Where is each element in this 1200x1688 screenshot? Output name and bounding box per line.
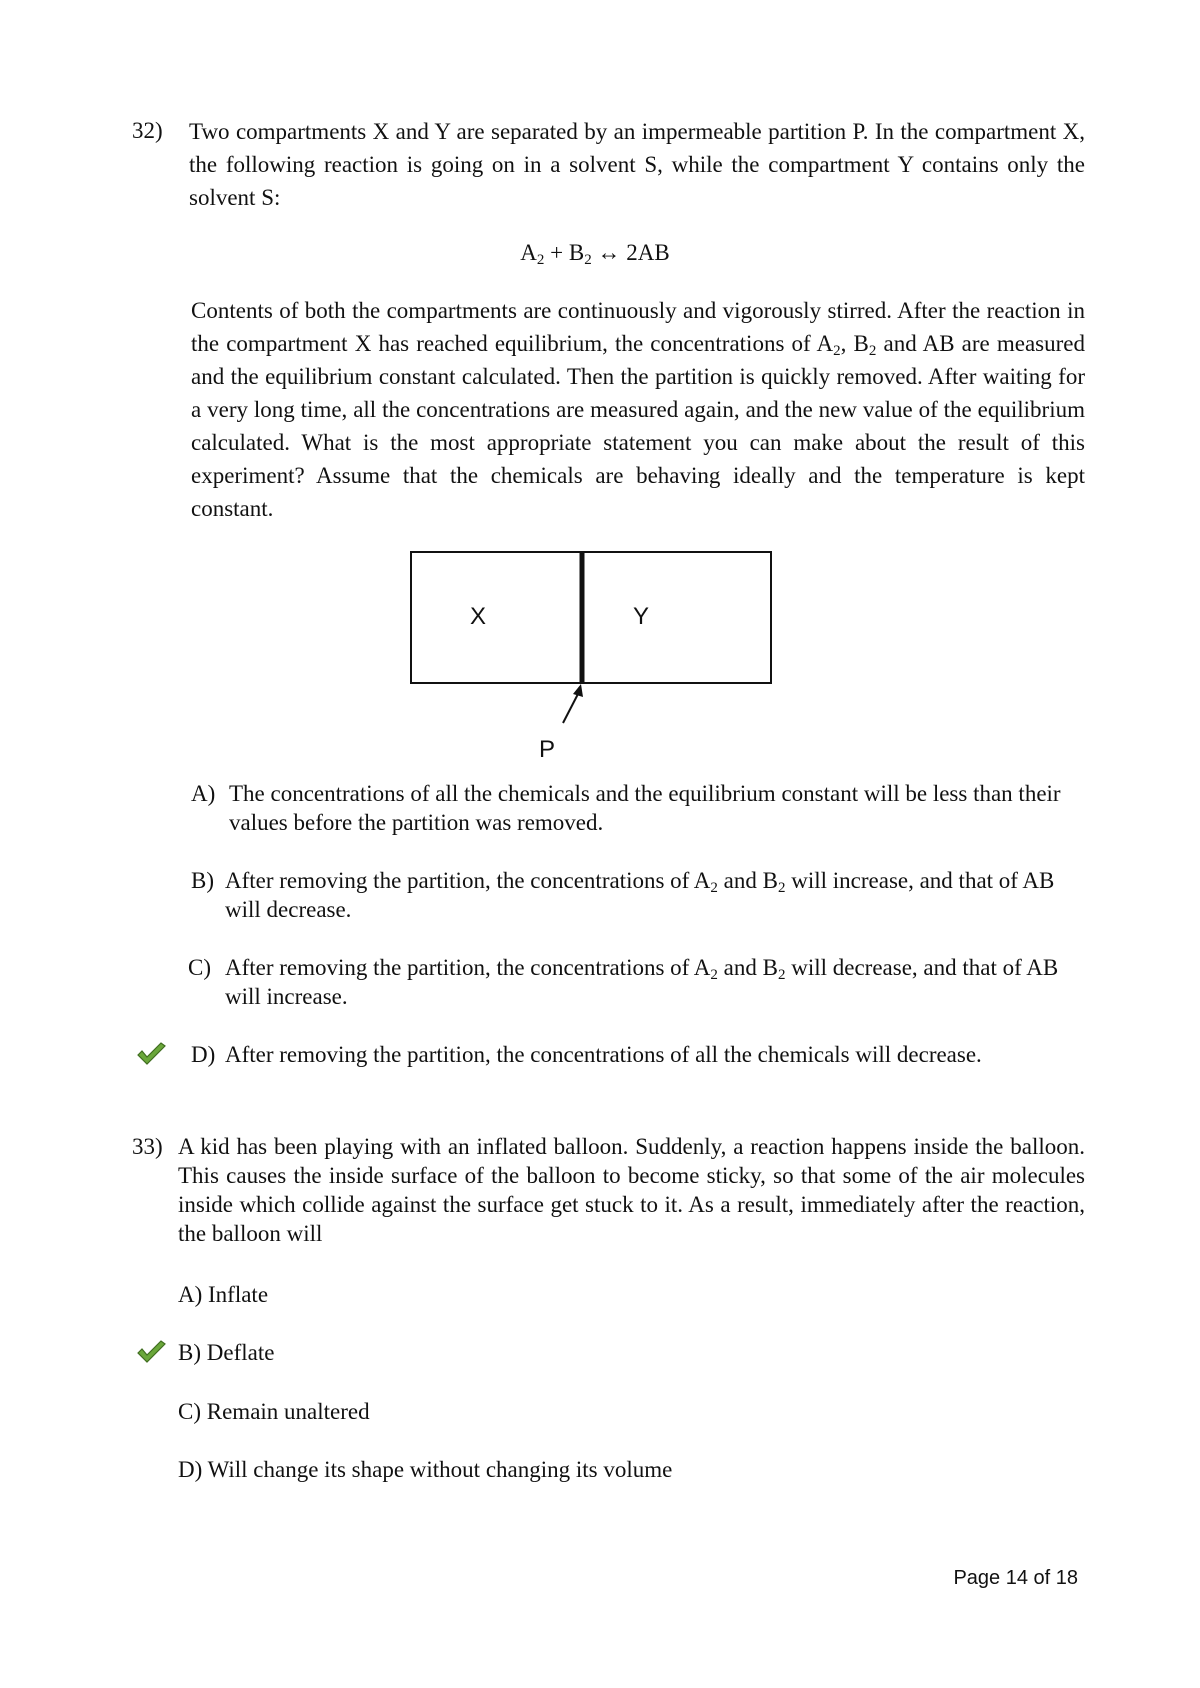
q32-option-c: C) After removing the partition, the concentrations of $A_2$ and $B_2$ will decrease, and that of AB will increase. bbox=[188, 955, 1059, 1009]
checkmark-icon bbox=[136, 1040, 166, 1066]
q32-option-a: A) The concentrations of all the chemicals and the equilibrium constant will be less than their values before the partition was removed. bbox=[191, 781, 1061, 835]
q33-number: 33) bbox=[132, 1134, 163, 1159]
compartment-box bbox=[411, 552, 771, 683]
q33-option-a: A) Inflate bbox=[178, 1282, 269, 1307]
q32-equation: $A_2 + B_2$ ↔ 2AB bbox=[520, 240, 670, 268]
compartment-x-label: X bbox=[470, 603, 487, 630]
q32-option-b: B) After removing the partition, the concentrations of $A_2$ and $B_2$ will increase, and that of AB will decrease. bbox=[191, 868, 1055, 922]
q33-option-d: D) Will change its shape without changing its volume bbox=[178, 1457, 673, 1482]
checkmark-icon bbox=[136, 1338, 166, 1364]
q32-number: 32) bbox=[132, 118, 163, 143]
q32-body: Contents of both the compartments are continuously and vigorously stirred. After the reaction in the compartment X has reached equilibrium, the concentrations of $A_2$, $B_2$ and AB are measured and the equilibrium constant calculated. Then the partition is quickly removed. After waiting for a very long time, all the concentrations are measured again, and the new value of the equilibrium calculated. What is the most appropriate statement you can make about the result of this experiment? Assume that the chemicals are behaving ideally and the temperature is kept constant. bbox=[191, 298, 1086, 521]
q32-intro: Two compartments X and Y are separated by an impermeable partition P. In the compartment X, the following reaction is going on in a solvent S, while the compartment Y contains only the solvent S: bbox=[189, 119, 1085, 210]
partition-p-label: P bbox=[539, 736, 556, 763]
arrow-head-icon bbox=[573, 684, 583, 697]
page-number: Page 14 of 18 bbox=[953, 1567, 1078, 1589]
partition-pointer-arrow bbox=[563, 692, 579, 723]
q33-option-b: B) Deflate bbox=[178, 1340, 275, 1365]
q33-intro: A kid has been playing with an inflated balloon. Suddenly, a reaction happens inside the balloon. This causes the inside surface of the balloon to become sticky, so that some of the air molecules inside which collide against the surface get stuck to it. As a result, immediately after the reaction, the balloon will bbox=[178, 1134, 1085, 1246]
q33-option-c: C) Remain unaltered bbox=[178, 1399, 370, 1424]
compartment-y-label: Y bbox=[633, 603, 650, 630]
q32-option-d: D) After removing the partition, the concentrations of all the chemicals will decrease. bbox=[191, 1042, 982, 1067]
compartment-diagram bbox=[380, 548, 780, 768]
